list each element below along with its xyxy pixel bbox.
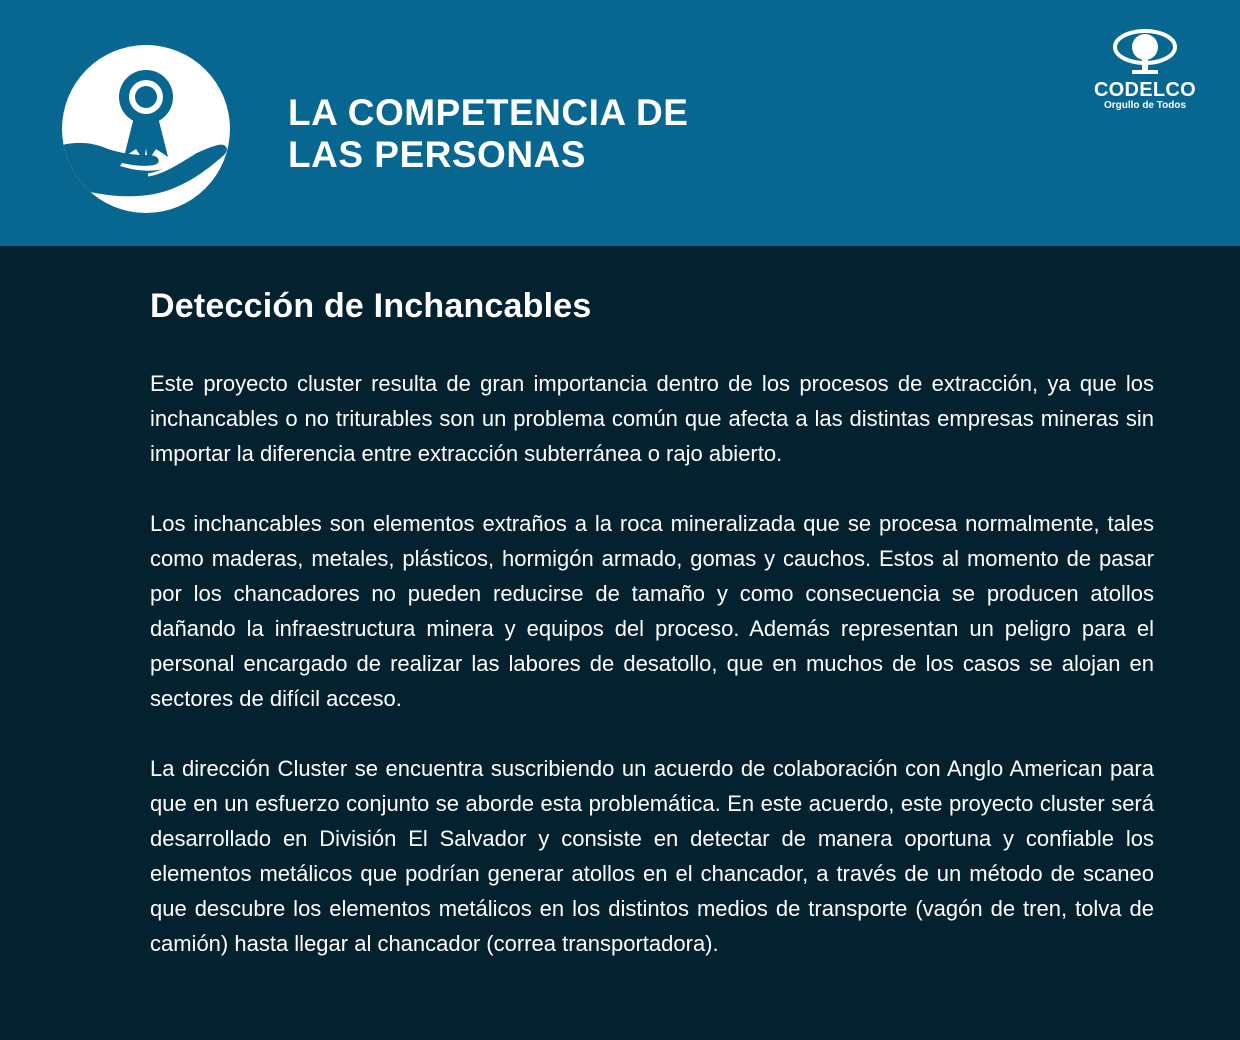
header-title	[288, 92, 808, 176]
logo-name: CODELCO	[1093, 79, 1197, 101]
header-title-line-1: LA COMPETENCIA DE	[288, 92, 689, 133]
header-banner	[0, 0, 1240, 246]
article-paragraph-2: Los inchancables son elementos extraños a la roca mineralizada que se procesa normalmente, tales como maderas, metales, plásticos, hormigón armado, gomas y cauchos. Estos al momento de pasar por los chancadores no pueden reducirse de tamaño y como consecuencia se producen atollos dañando la infraestructura minera y equipos del proceso. Además representan un peligro para el personal encargado de realizar las labores de desatollo, que en muchos de los casos se alojan en sectores de difícil acceso.	[150, 511, 1154, 711]
award-ribbon-on-hand-icon	[62, 45, 230, 213]
logo-tagline: Orgullo de Todos	[1103, 100, 1187, 111]
codelco-emblem-icon	[1110, 28, 1180, 78]
article-paragraph-1: Este proyecto cluster resulta de gran importancia dentro de los procesos de extracción, ya que los inchancables o no triturables son un problema común que afecta a las distintas empresas mineras sin importar la diferencia entre extracción subterránea o rajo abierto.	[150, 371, 1154, 466]
codelco-logo	[1080, 28, 1210, 118]
article-title: Detección de Inchancables	[150, 287, 592, 325]
article-paragraph-3: La dirección Cluster se encuentra suscribiendo un acuerdo de colaboración con Anglo American para que en un esfuerzo conjunto se aborde esta problemática. En este acuerdo, este proyecto cluster será desarrollado en División El Salvador y consiste en detectar de manera oportuna y confiable los elementos metálicos que podrían generar atollos en el chancador, a través de un método de scaneo que descubre los elementos metálicos en los distintos medios de transporte (vagón de tren, tolva de camión) hasta llegar al chancador (correa transportadora).	[150, 756, 1154, 956]
header-title-line-2: LAS PERSONAS	[288, 134, 586, 175]
article-content	[150, 284, 1154, 996]
